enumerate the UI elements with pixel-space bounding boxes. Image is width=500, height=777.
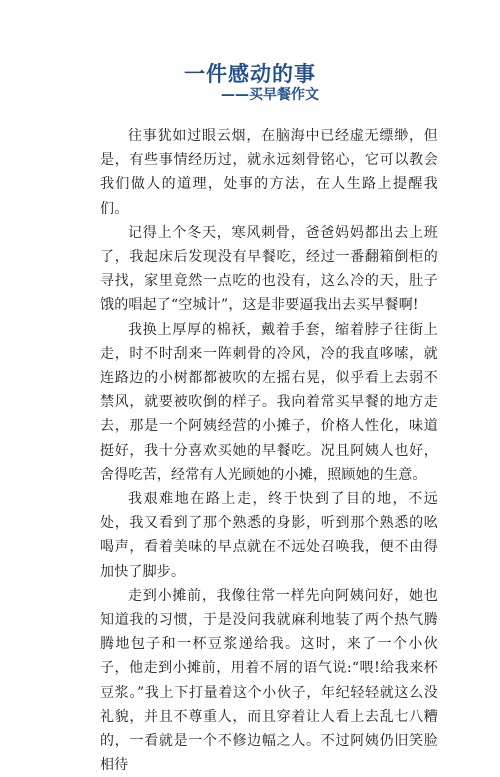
paragraph: 我艰难地在路上走，终于快到了目的地，不远处，我又看到了那个熟悉的身影，听到那个熟悉的吆喝声，看着美味的早点就在不远处召唤我，便不由得加快了脚步。 xyxy=(100,491,438,580)
paragraph: 我换上厚厚的棉袄，戴着手套，缩着脖子往街上走，时不时刮来一阵刺骨的冷风，冷的我直哆嗦，就连路边的小树都都被吹的左摇右晃，似乎看上去弱不禁风，就要被吹倒的样子。我向着常买早餐的地方走去，那是一个阿姨经营的小摊子，价格人性化，味道挺好，我十分喜欢买她的早餐吃。况且阿姨人也好，舍得吃苦，经常有人光顾她的小摊，照顾她的生意。 xyxy=(100,321,438,483)
paragraph: 走到小摊前，我像往常一样先向阿姨问好，她也知道我的习惯，于是没问我就麻利地装了两个热气腾腾地包子和一杯豆浆递给我。这时，来了一个小伙子，他走到小摊前，用着不屑的语气说:“喂!给我来杯豆浆。”我上下打量着这个小伙子，年纪轻轻就这么没礼貌，并且不尊重人，而且穿着让人看上去乱七八糟的，一看就是一个不修边幅之人。不过阿姨仍旧笑脸相待 xyxy=(100,587,438,774)
article-body xyxy=(100,124,438,777)
paragraph: 记得上个冬天，寒风刺骨，爸爸妈妈都出去上班了，我起床后发现没有早餐吃，经过一番翻箱倒柜的寻找，家里竟然一点吃的也没有，这么冷的天，肚子饿的唱起了“空城计”，这是非要逼我出去买早餐啊! xyxy=(100,224,438,314)
page-title: 一件感动的事 xyxy=(184,62,316,86)
page-subtitle: ——买早餐作文 xyxy=(221,87,319,103)
paragraph: 往事犹如过眼云烟，在脑海中已经虚无缥缈，但是，有些事情经历过，就永远刻骨铭心，它可以教会我们做人的道理，处事的方法，在人生路上提醒我们。 xyxy=(100,128,438,217)
